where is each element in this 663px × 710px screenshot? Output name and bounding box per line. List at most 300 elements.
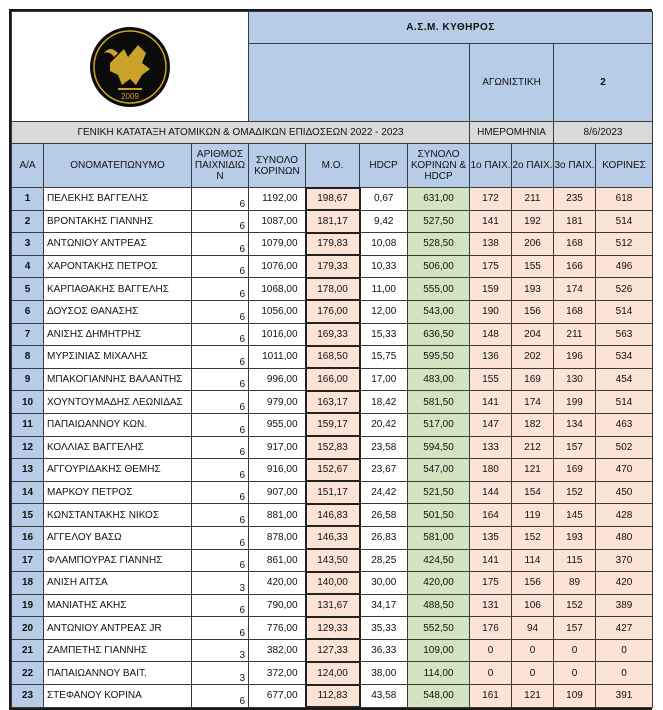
rank-cell: 21 bbox=[12, 639, 44, 662]
rank-cell: 15 bbox=[12, 504, 44, 527]
games-cell: 6 bbox=[192, 391, 249, 414]
pins-cell: 450 bbox=[596, 481, 653, 504]
pins-cell: 428 bbox=[596, 504, 653, 527]
game1-cell: 141 bbox=[470, 549, 512, 572]
name-cell: ΜΑΡΚΟΥ ΠΕΤΡΟΣ bbox=[44, 481, 192, 504]
game3-cell: 157 bbox=[554, 617, 596, 640]
table-row bbox=[12, 391, 653, 414]
average-cell: 152,67 bbox=[306, 459, 360, 482]
game1-cell: 176 bbox=[470, 617, 512, 640]
game2-cell: 119 bbox=[512, 504, 554, 527]
table-row bbox=[12, 278, 653, 301]
game2-cell: 192 bbox=[512, 210, 554, 233]
logo-cell bbox=[12, 12, 249, 122]
total-pins-cell: 677,00 bbox=[249, 685, 306, 708]
rank-cell: 17 bbox=[12, 549, 44, 572]
rank-cell: 10 bbox=[12, 391, 44, 414]
rank-cell: 14 bbox=[12, 481, 44, 504]
game3-cell: 0 bbox=[554, 639, 596, 662]
total-hdcp-cell: 552,50 bbox=[408, 617, 470, 640]
pins-cell: 463 bbox=[596, 413, 653, 436]
game1-cell: 164 bbox=[470, 504, 512, 527]
total-pins-cell: 1016,00 bbox=[249, 323, 306, 346]
game1-cell: 141 bbox=[470, 210, 512, 233]
hdcp-cell: 43,58 bbox=[360, 685, 408, 708]
ranking-sheet bbox=[9, 9, 652, 710]
date-label: ΗΜΕΡΟΜΗΝΙΑ bbox=[470, 122, 554, 144]
col-game2: 2ο ΠΑΙΧ. bbox=[512, 144, 554, 188]
hdcp-cell: 10,33 bbox=[360, 255, 408, 278]
table-row bbox=[12, 233, 653, 256]
pins-cell: 502 bbox=[596, 436, 653, 459]
total-hdcp-cell: 594,50 bbox=[408, 436, 470, 459]
total-hdcp-cell: 424,50 bbox=[408, 549, 470, 572]
average-cell: 124,00 bbox=[306, 662, 360, 685]
pins-cell: 391 bbox=[596, 685, 653, 708]
game3-cell: 134 bbox=[554, 413, 596, 436]
pins-cell: 514 bbox=[596, 300, 653, 323]
game1-cell: 175 bbox=[470, 572, 512, 595]
games-cell: 6 bbox=[192, 459, 249, 482]
total-hdcp-cell: 547,00 bbox=[408, 459, 470, 482]
rank-cell: 11 bbox=[12, 413, 44, 436]
total-pins-cell: 878,00 bbox=[249, 526, 306, 549]
game1-cell: 131 bbox=[470, 594, 512, 617]
hdcp-cell: 10,08 bbox=[360, 233, 408, 256]
pins-cell: 420 bbox=[596, 572, 653, 595]
average-cell: 146,33 bbox=[306, 526, 360, 549]
total-hdcp-cell: 543,00 bbox=[408, 300, 470, 323]
table-row bbox=[12, 323, 653, 346]
games-cell: 6 bbox=[192, 504, 249, 527]
col-name: ΟΝΟΜΑΤΕΠΩΝΥΜΟ bbox=[44, 144, 192, 188]
game3-cell: 145 bbox=[554, 504, 596, 527]
games-cell: 6 bbox=[192, 278, 249, 301]
game1-cell: 147 bbox=[470, 413, 512, 436]
col-avg: Μ.Ο. bbox=[306, 144, 360, 188]
game1-cell: 175 bbox=[470, 255, 512, 278]
name-cell: ΧΑΡΟΝΤΑΚΗΣ ΠΕΤΡΟΣ bbox=[44, 255, 192, 278]
total-hdcp-cell: 109,00 bbox=[408, 639, 470, 662]
table-row bbox=[12, 685, 653, 708]
game3-cell: 168 bbox=[554, 300, 596, 323]
average-cell: 112,83 bbox=[306, 685, 360, 708]
hdcp-cell: 20,42 bbox=[360, 413, 408, 436]
games-cell: 6 bbox=[192, 436, 249, 459]
hdcp-cell: 18,42 bbox=[360, 391, 408, 414]
ranking-table bbox=[11, 11, 653, 708]
game3-cell: 0 bbox=[554, 662, 596, 685]
ranking-title: ΓΕΝΙΚΗ ΚΑΤΑΤΑΞΗ ΑΤΟΜΙΚΩΝ & ΟΜΑΔΙΚΩΝ ΕΠΙΔΟΣΕΩΝ 2022 - 2023 bbox=[12, 122, 470, 144]
competition-number: 2 bbox=[554, 44, 653, 122]
average-cell: 146,83 bbox=[306, 504, 360, 527]
total-pins-cell: 372,00 bbox=[249, 662, 306, 685]
game3-cell: 211 bbox=[554, 323, 596, 346]
total-hdcp-cell: 548,00 bbox=[408, 685, 470, 708]
col-game3: 3ο ΠΑΙΧ. bbox=[554, 144, 596, 188]
name-cell: ΚΟΛΛΙΑΣ ΒΑΓΓΕΛΗΣ bbox=[44, 436, 192, 459]
total-pins-cell: 979,00 bbox=[249, 391, 306, 414]
game3-cell: 166 bbox=[554, 255, 596, 278]
game2-cell: 211 bbox=[512, 188, 554, 211]
table-row bbox=[12, 594, 653, 617]
hdcp-cell: 26,83 bbox=[360, 526, 408, 549]
average-cell: 152,83 bbox=[306, 436, 360, 459]
games-cell: 6 bbox=[192, 323, 249, 346]
average-cell: 181,17 bbox=[306, 210, 360, 233]
total-pins-cell: 996,00 bbox=[249, 368, 306, 391]
pins-cell: 563 bbox=[596, 323, 653, 346]
rank-cell: 4 bbox=[12, 255, 44, 278]
col-rank: Α/Α bbox=[12, 144, 44, 188]
game3-cell: 168 bbox=[554, 233, 596, 256]
rank-cell: 5 bbox=[12, 278, 44, 301]
name-cell: ΔΟΥΣΟΣ ΘΑΝΑΣΗΣ bbox=[44, 300, 192, 323]
hdcp-cell: 23,58 bbox=[360, 436, 408, 459]
hdcp-cell: 28,25 bbox=[360, 549, 408, 572]
logo-year: 2009 bbox=[121, 91, 139, 101]
table-row bbox=[12, 413, 653, 436]
table-row bbox=[12, 436, 653, 459]
name-cell: ΖΑΜΠΕΤΗΣ ΓΙΑΝΝΗΣ bbox=[44, 639, 192, 662]
rank-cell: 13 bbox=[12, 459, 44, 482]
total-pins-cell: 1056,00 bbox=[249, 300, 306, 323]
total-hdcp-cell: 521,50 bbox=[408, 481, 470, 504]
col-total: ΣΥΝΟΛΟ ΚΟΡΙΝΩΝ bbox=[249, 144, 306, 188]
col-hdcp: HDCP bbox=[360, 144, 408, 188]
name-cell: ΚΑΡΠΑΘΑΚΗΣ ΒΑΓΓΕΛΗΣ bbox=[44, 278, 192, 301]
rank-cell: 2 bbox=[12, 210, 44, 233]
game2-cell: 121 bbox=[512, 459, 554, 482]
name-cell: ΜΑΝΙΑΤΗΣ ΑΚΗΣ bbox=[44, 594, 192, 617]
total-pins-cell: 1192,00 bbox=[249, 188, 306, 211]
name-cell: ΧΟΥΝΤΟΥΜΑΔΗΣ ΛΕΩΝΙΔΑΣ bbox=[44, 391, 192, 414]
table-row bbox=[12, 526, 653, 549]
games-cell: 6 bbox=[192, 255, 249, 278]
col-pins: ΚΟΡΙΝΕΣ bbox=[596, 144, 653, 188]
rank-cell: 18 bbox=[12, 572, 44, 595]
game3-cell: 196 bbox=[554, 346, 596, 369]
name-cell: ΦΛΑΜΠΟΥΡΑΣ ΓΙΑΝΝΗΣ bbox=[44, 549, 192, 572]
average-cell: 178,00 bbox=[306, 278, 360, 301]
name-cell: ΑΓΓΕΛΟΥ ΒΑΣΩ bbox=[44, 526, 192, 549]
hdcp-cell: 9,42 bbox=[360, 210, 408, 233]
table-row bbox=[12, 210, 653, 233]
club-title: Α.Σ.Μ. ΚΥΘΗΡΟΣ bbox=[249, 12, 653, 44]
game3-cell: 174 bbox=[554, 278, 596, 301]
total-pins-cell: 1076,00 bbox=[249, 255, 306, 278]
games-cell: 6 bbox=[192, 346, 249, 369]
average-cell: 127,33 bbox=[306, 639, 360, 662]
total-hdcp-cell: 483,00 bbox=[408, 368, 470, 391]
club-logo-icon bbox=[88, 23, 172, 111]
game1-cell: 180 bbox=[470, 459, 512, 482]
rank-cell: 9 bbox=[12, 368, 44, 391]
hdcp-cell: 17,00 bbox=[360, 368, 408, 391]
pins-cell: 0 bbox=[596, 662, 653, 685]
total-pins-cell: 907,00 bbox=[249, 481, 306, 504]
total-pins-cell: 776,00 bbox=[249, 617, 306, 640]
pins-cell: 514 bbox=[596, 391, 653, 414]
header-blank bbox=[249, 44, 470, 122]
average-cell: 159,17 bbox=[306, 413, 360, 436]
game1-cell: 0 bbox=[470, 662, 512, 685]
pins-cell: 0 bbox=[596, 639, 653, 662]
table-row bbox=[12, 662, 653, 685]
total-hdcp-cell: 114,00 bbox=[408, 662, 470, 685]
name-cell: ΒΡΟΝΤΑΚΗΣ ΓΙΑΝΝΗΣ bbox=[44, 210, 192, 233]
average-cell: 151,17 bbox=[306, 481, 360, 504]
name-cell: ΚΩΝΣΤΑΝΤΑΚΗΣ ΝΙΚΟΣ bbox=[44, 504, 192, 527]
total-pins-cell: 861,00 bbox=[249, 549, 306, 572]
name-cell: ΜΠΑΚΟΓΙΑΝΝΗΣ ΒΑΛΑΝΤΗΣ bbox=[44, 368, 192, 391]
total-pins-cell: 1011,00 bbox=[249, 346, 306, 369]
pins-cell: 427 bbox=[596, 617, 653, 640]
game3-cell: 193 bbox=[554, 526, 596, 549]
game2-cell: 156 bbox=[512, 572, 554, 595]
name-cell: ΑΓΓΟΥΡΙΔΑΚΗΣ ΘΕΜΗΣ bbox=[44, 459, 192, 482]
game2-cell: 94 bbox=[512, 617, 554, 640]
hdcp-cell: 38,00 bbox=[360, 662, 408, 685]
total-hdcp-cell: 501,50 bbox=[408, 504, 470, 527]
hdcp-cell: 15,33 bbox=[360, 323, 408, 346]
total-pins-cell: 917,00 bbox=[249, 436, 306, 459]
table-row bbox=[12, 255, 653, 278]
pins-cell: 480 bbox=[596, 526, 653, 549]
average-cell: 129,33 bbox=[306, 617, 360, 640]
pins-cell: 526 bbox=[596, 278, 653, 301]
rank-cell: 23 bbox=[12, 685, 44, 708]
game3-cell: 157 bbox=[554, 436, 596, 459]
table-row bbox=[12, 188, 653, 211]
rank-cell: 12 bbox=[12, 436, 44, 459]
games-cell: 3 bbox=[192, 639, 249, 662]
games-cell: 6 bbox=[192, 617, 249, 640]
hdcp-cell: 30,00 bbox=[360, 572, 408, 595]
total-pins-cell: 955,00 bbox=[249, 413, 306, 436]
total-hdcp-cell: 581,50 bbox=[408, 391, 470, 414]
table-row bbox=[12, 459, 653, 482]
average-cell: 179,33 bbox=[306, 255, 360, 278]
total-hdcp-cell: 420,00 bbox=[408, 572, 470, 595]
game2-cell: 114 bbox=[512, 549, 554, 572]
games-cell: 6 bbox=[192, 300, 249, 323]
table-row bbox=[12, 368, 653, 391]
name-cell: ΜΥΡΣΙΝΙΑΣ ΜΙΧΑΛΗΣ bbox=[44, 346, 192, 369]
name-cell: ΑΝΙΣΗ ΑΙΤΣΑ bbox=[44, 572, 192, 595]
games-cell: 6 bbox=[192, 481, 249, 504]
hdcp-cell: 11,00 bbox=[360, 278, 408, 301]
pins-cell: 496 bbox=[596, 255, 653, 278]
name-cell: ΠΑΠΑΙΩΑΝΝΟΥ ΒΑΙΤ. bbox=[44, 662, 192, 685]
pins-cell: 514 bbox=[596, 210, 653, 233]
total-hdcp-cell: 528,50 bbox=[408, 233, 470, 256]
game2-cell: 204 bbox=[512, 323, 554, 346]
average-cell: 163,17 bbox=[306, 391, 360, 414]
name-cell: ΠΕΛΕΚΗΣ ΒΑΓΓΕΛΗΣ bbox=[44, 188, 192, 211]
total-pins-cell: 916,00 bbox=[249, 459, 306, 482]
table-row bbox=[12, 572, 653, 595]
total-pins-cell: 1087,00 bbox=[249, 210, 306, 233]
rank-cell: 16 bbox=[12, 526, 44, 549]
pins-cell: 618 bbox=[596, 188, 653, 211]
competition-label: ΑΓΩΝΙΣΤΙΚΗ bbox=[470, 44, 554, 122]
games-cell: 6 bbox=[192, 413, 249, 436]
total-hdcp-cell: 506,00 bbox=[408, 255, 470, 278]
hdcp-cell: 36,33 bbox=[360, 639, 408, 662]
average-cell: 198,67 bbox=[306, 188, 360, 211]
hdcp-cell: 34,17 bbox=[360, 594, 408, 617]
game2-cell: 155 bbox=[512, 255, 554, 278]
game2-cell: 206 bbox=[512, 233, 554, 256]
total-hdcp-cell: 631,00 bbox=[408, 188, 470, 211]
average-cell: 140,00 bbox=[306, 572, 360, 595]
game2-cell: 121 bbox=[512, 685, 554, 708]
game2-cell: 0 bbox=[512, 662, 554, 685]
name-cell: ΣΤΕΦΑΝΟΥ ΚΟΡΙΝΑ bbox=[44, 685, 192, 708]
average-cell: 168,50 bbox=[306, 346, 360, 369]
total-hdcp-cell: 581,00 bbox=[408, 526, 470, 549]
game3-cell: 109 bbox=[554, 685, 596, 708]
game1-cell: 135 bbox=[470, 526, 512, 549]
game3-cell: 130 bbox=[554, 368, 596, 391]
table-row bbox=[12, 639, 653, 662]
game1-cell: 0 bbox=[470, 639, 512, 662]
game2-cell: 212 bbox=[512, 436, 554, 459]
game2-cell: 106 bbox=[512, 594, 554, 617]
pins-cell: 470 bbox=[596, 459, 653, 482]
games-cell: 3 bbox=[192, 662, 249, 685]
total-hdcp-cell: 555,00 bbox=[408, 278, 470, 301]
total-hdcp-cell: 595,50 bbox=[408, 346, 470, 369]
ranking-rows bbox=[12, 188, 653, 708]
game1-cell: 141 bbox=[470, 391, 512, 414]
table-row bbox=[12, 504, 653, 527]
total-pins-cell: 881,00 bbox=[249, 504, 306, 527]
table-row bbox=[12, 481, 653, 504]
games-cell: 6 bbox=[192, 526, 249, 549]
game3-cell: 152 bbox=[554, 481, 596, 504]
game1-cell: 138 bbox=[470, 233, 512, 256]
pins-cell: 534 bbox=[596, 346, 653, 369]
games-cell: 6 bbox=[192, 594, 249, 617]
rank-cell: 3 bbox=[12, 233, 44, 256]
total-hdcp-cell: 527,50 bbox=[408, 210, 470, 233]
game2-cell: 154 bbox=[512, 481, 554, 504]
hdcp-cell: 26,58 bbox=[360, 504, 408, 527]
pins-cell: 370 bbox=[596, 549, 653, 572]
games-cell: 6 bbox=[192, 233, 249, 256]
game2-cell: 0 bbox=[512, 639, 554, 662]
rank-cell: 19 bbox=[12, 594, 44, 617]
game2-cell: 202 bbox=[512, 346, 554, 369]
games-cell: 6 bbox=[192, 368, 249, 391]
total-hdcp-cell: 636,50 bbox=[408, 323, 470, 346]
hdcp-cell: 0,67 bbox=[360, 188, 408, 211]
game3-cell: 115 bbox=[554, 549, 596, 572]
game2-cell: 152 bbox=[512, 526, 554, 549]
average-cell: 143,50 bbox=[306, 549, 360, 572]
games-cell: 6 bbox=[192, 685, 249, 708]
total-pins-cell: 1079,00 bbox=[249, 233, 306, 256]
hdcp-cell: 15,75 bbox=[360, 346, 408, 369]
rank-cell: 1 bbox=[12, 188, 44, 211]
game1-cell: 161 bbox=[470, 685, 512, 708]
game1-cell: 136 bbox=[470, 346, 512, 369]
game2-cell: 182 bbox=[512, 413, 554, 436]
game2-cell: 174 bbox=[512, 391, 554, 414]
game2-cell: 156 bbox=[512, 300, 554, 323]
hdcp-cell: 23,67 bbox=[360, 459, 408, 482]
hdcp-cell: 12,00 bbox=[360, 300, 408, 323]
rank-cell: 6 bbox=[12, 300, 44, 323]
table-row bbox=[12, 549, 653, 572]
pins-cell: 454 bbox=[596, 368, 653, 391]
date-value: 8/6/2023 bbox=[554, 122, 653, 144]
total-hdcp-cell: 488,50 bbox=[408, 594, 470, 617]
game1-cell: 155 bbox=[470, 368, 512, 391]
total-pins-cell: 420,00 bbox=[249, 572, 306, 595]
game3-cell: 169 bbox=[554, 459, 596, 482]
name-cell: ΑΝΤΩΝΙΟΥ ΑΝΤΡΕΑΣ JR bbox=[44, 617, 192, 640]
game1-cell: 133 bbox=[470, 436, 512, 459]
rank-cell: 20 bbox=[12, 617, 44, 640]
average-cell: 179,83 bbox=[306, 233, 360, 256]
rank-cell: 22 bbox=[12, 662, 44, 685]
average-cell: 169,33 bbox=[306, 323, 360, 346]
game1-cell: 190 bbox=[470, 300, 512, 323]
pins-cell: 389 bbox=[596, 594, 653, 617]
total-pins-cell: 1068,00 bbox=[249, 278, 306, 301]
rank-cell: 7 bbox=[12, 323, 44, 346]
game3-cell: 235 bbox=[554, 188, 596, 211]
games-cell: 6 bbox=[192, 549, 249, 572]
average-cell: 176,00 bbox=[306, 300, 360, 323]
game2-cell: 169 bbox=[512, 368, 554, 391]
name-cell: ΠΑΠΑΙΩΑΝΝΟΥ ΚΩΝ. bbox=[44, 413, 192, 436]
game3-cell: 152 bbox=[554, 594, 596, 617]
pins-cell: 512 bbox=[596, 233, 653, 256]
total-pins-cell: 790,00 bbox=[249, 594, 306, 617]
col-games: ΑΡΙΘΜΟΣ ΠΑΙΧΝΙΔΙΩ Ν bbox=[192, 144, 249, 188]
table-row bbox=[12, 617, 653, 640]
game1-cell: 148 bbox=[470, 323, 512, 346]
table-row bbox=[12, 300, 653, 323]
game1-cell: 172 bbox=[470, 188, 512, 211]
table-row bbox=[12, 346, 653, 369]
game1-cell: 144 bbox=[470, 481, 512, 504]
game3-cell: 89 bbox=[554, 572, 596, 595]
total-pins-cell: 382,00 bbox=[249, 639, 306, 662]
name-cell: ΑΝΤΩΝΙΟΥ ΑΝΤΡΕΑΣ bbox=[44, 233, 192, 256]
total-hdcp-cell: 517,00 bbox=[408, 413, 470, 436]
games-cell: 3 bbox=[192, 572, 249, 595]
hdcp-cell: 24,42 bbox=[360, 481, 408, 504]
col-total-hdcp: ΣΥΝΟΛΟ ΚΟΡΙΝΩΝ & HDCP bbox=[408, 144, 470, 188]
game3-cell: 199 bbox=[554, 391, 596, 414]
games-cell: 6 bbox=[192, 188, 249, 211]
hdcp-cell: 35,33 bbox=[360, 617, 408, 640]
game1-cell: 159 bbox=[470, 278, 512, 301]
games-cell: 6 bbox=[192, 210, 249, 233]
name-cell: ΑΝΙΣΗΣ ΔΗΜΗΤΡΗΣ bbox=[44, 323, 192, 346]
average-cell: 166,00 bbox=[306, 368, 360, 391]
game3-cell: 181 bbox=[554, 210, 596, 233]
game2-cell: 193 bbox=[512, 278, 554, 301]
col-game1: 1ο ΠΑΙΧ. bbox=[470, 144, 512, 188]
rank-cell: 8 bbox=[12, 346, 44, 369]
average-cell: 131,67 bbox=[306, 594, 360, 617]
